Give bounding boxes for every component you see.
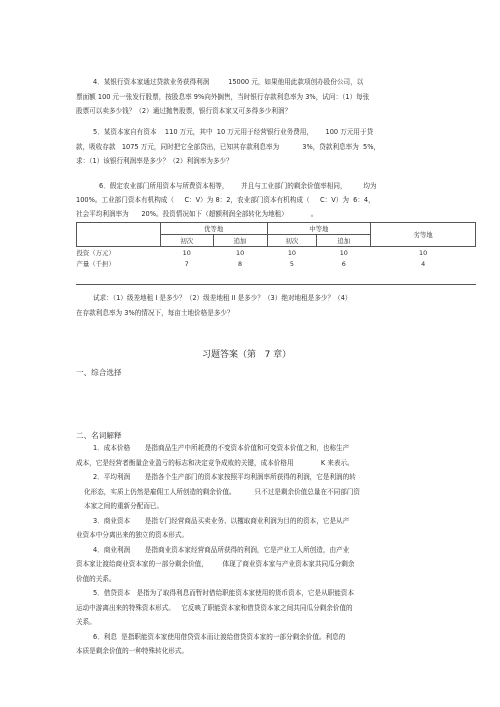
term-2-line-2: 化形态，实质上仍然是雇佣工人所创造的剩余价值。 只不过是剩余价值总量在不同部门资 — [84, 488, 361, 496]
row-label: 产量（千担） — [76, 260, 115, 268]
sub-column-header: 追加 — [317, 235, 371, 247]
term-4-line-2: 资本家让渡给商业资本家的一部分剩余价值， 体现了商业资本家与产业资本家共同瓜分剩余 — [76, 560, 355, 568]
term-6-line-2: 本质是剩余价值的一种特殊转化形式。 — [76, 647, 189, 655]
term-5-line-1: 5．借贷资本 是指为了取得利息而暂时借给职能资本家使用的货币资本，它是从职能资本 — [93, 589, 355, 597]
term-2-line-1: 2．平均利润 是指各个生产部门的资本家按照平均利润率所获得的利润，它是利润的转 — [93, 473, 356, 481]
term-1-line-2: 成本，它是经营者衡量企业盈亏的标志和决定竞争成败的关键，成本价格用 K 来表示。 — [76, 459, 354, 467]
column-group: 优等地 — [160, 223, 267, 235]
answers-title: 习题答案（第 7 章） — [202, 350, 292, 360]
q5-line-3: 求：（1）该银行利润率是多少？（2）利润率为多少？ — [76, 157, 233, 165]
term-2-line-3: 本家之间的重新分配而已。 — [84, 502, 164, 510]
q6-after-line-1: 试求：（1）级差地租 I 是多少？（2）级差地租 II 是多少？（3）绝对地租是多少？（4） — [93, 294, 352, 302]
term-4-line-3: 价值的关系。 — [76, 575, 116, 583]
q4-line-2: 票面额 100 元一张发行股票，按股息率 9%向外搁售，当时银行存款利息率为 3%，试问：（1）每张 — [76, 93, 370, 101]
term-4-line-1: 4．商业利润 是指商业资本家经营商品所获得的利润，它是产业工人所创造，由产业 — [93, 546, 350, 554]
q6-line-1: 6．假定农业部门所用资本与所费资本相等， 并且与工业部门的剩余价值率相同， 均为 — [99, 182, 377, 190]
table-cell: 10 — [182, 248, 191, 257]
table-corner-cell — [77, 223, 161, 247]
row-label: 投资（万元） — [76, 249, 115, 257]
table-cell: 6 — [341, 259, 346, 268]
table-header-row — [77, 223, 476, 235]
table-cell: 5 — [289, 259, 294, 268]
term-1-line-1: 1．成本价格 是指商品生产中所耗费的不变资本价值和可变资本价值之和，也称生产 — [93, 444, 350, 452]
term-5-line-3: 关系。 — [76, 618, 96, 626]
sub-column-header: 初次 — [160, 235, 213, 247]
table-cell: 10 — [339, 248, 348, 257]
table-cell: 10 — [236, 248, 245, 257]
table-cell: 10 — [419, 248, 428, 257]
table-bottom-rule — [76, 284, 476, 285]
q4-line-3: 股票可以卖多少钱？（2）通过抛售股票，银行资本家又可多得多少利润？ — [76, 107, 292, 115]
section-heading-1: 一、综合选择 — [76, 368, 122, 377]
table-row — [77, 258, 476, 269]
investment-table — [76, 222, 476, 269]
q6-line-3: 社会平均利润率为 20%。投资情况如下（超额利润全部转化为地租） 。 — [76, 210, 318, 218]
term-5-line-2: 运动中游离出来的特殊资本形式。 它反映了职能资本家和借贷资本家之间共同瓜分剩余价值的 — [76, 604, 353, 612]
sub-column-header: 追加 — [213, 235, 267, 247]
table-cell: 8 — [238, 259, 243, 268]
term-3-line-1: 3．商业资本 是指专门经营商品买卖业务、以攫取商业利润为目的的资本，它是从产 — [93, 517, 350, 525]
term-6-line-1: 6．利息 是指职能资本家使用借贷资本而让渡给借贷资本家的一部分剩余价值。利息的 — [93, 633, 346, 641]
table-cell: 4 — [421, 259, 426, 268]
q6-after-line-2: 在存款利息率为 3%的情况下，每亩土地价格是多少？ — [76, 309, 234, 317]
column-group: 中等地 — [267, 223, 371, 235]
section-heading-2: 二、名词解释 — [76, 431, 122, 440]
q4-line-1: 4．某银行资本家通过贷款业务获得利润 15000 元，如果他用此款项创办股份公司，以 — [93, 78, 364, 86]
sub-column-header: 初次 — [267, 235, 317, 247]
table-row — [77, 247, 476, 259]
term-3-line-2: 业资本中分离出来的独立的资本形式。 — [76, 531, 189, 539]
q5-line-1: 5．某资本家自有资本 110 万元，其中 10 万元用于经营银行业务费用， 100 万元用于贷 — [93, 128, 374, 136]
q6-line-2: 100%。工业部门资本有机构成（ C：V）为 8：2，农业部门资本有机构成（ C：V）为 6：4， — [76, 196, 375, 204]
table-cell: 10 — [287, 248, 296, 257]
q5-line-2: 款，吸收存款 1075 万元，同时把它全部贷出，已知其存款利息率为 3%，贷款利息率为 5%， — [76, 143, 381, 151]
table-cell: 7 — [184, 259, 189, 268]
column-group: 劣等地 — [371, 223, 476, 247]
